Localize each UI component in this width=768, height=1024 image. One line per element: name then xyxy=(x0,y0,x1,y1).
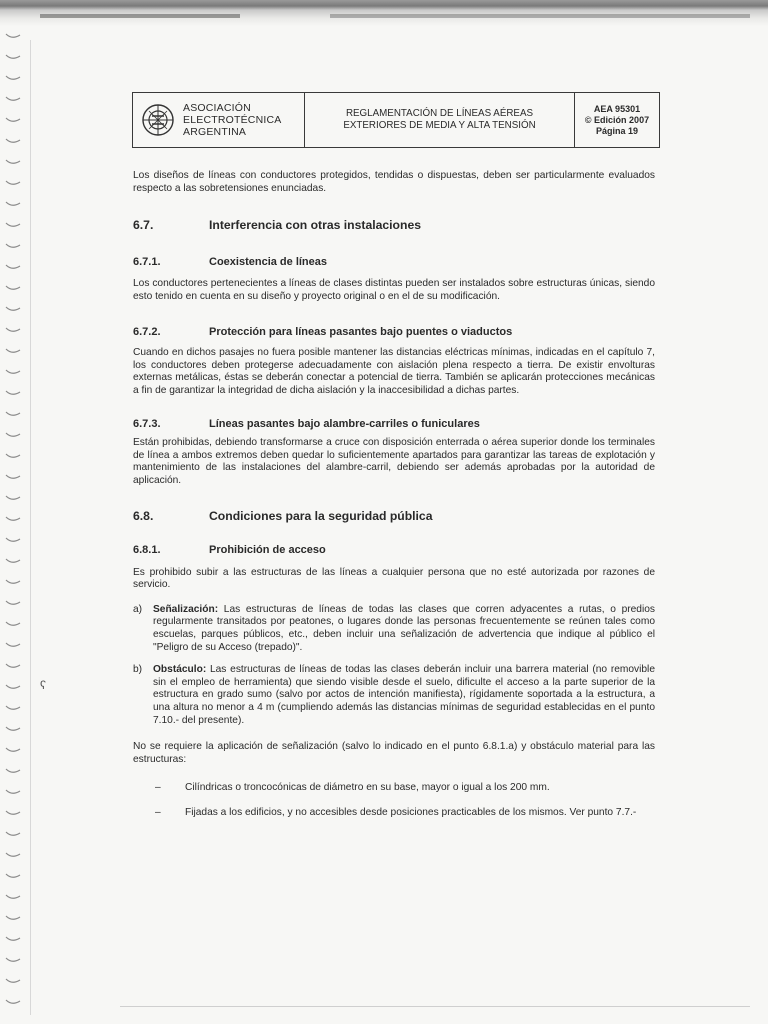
section-number: 6.8.1. xyxy=(133,544,161,557)
section-number: 6.7. xyxy=(133,218,154,233)
binding-hole-mark xyxy=(6,748,20,751)
section-6-8-heading xyxy=(133,510,655,523)
list-item-a xyxy=(133,604,655,654)
binding-hole-mark xyxy=(6,538,20,541)
list-item-label: Señalización: xyxy=(153,603,219,615)
margin-line xyxy=(30,40,31,1015)
binding-hole-mark xyxy=(6,139,20,142)
org-line-3: ARGENTINA xyxy=(183,126,247,138)
section-6-7-2-paragraph: Cuando en dichos pasajes no fuera posible mantener las distancias eléctricas mínimas, indicadas en el capítulo 7, los conductores deben protegerse adecuadamente con aislación plena respecto a tierra. De existir envolturas externas metálicas, éstas se deberán conectar a potencial de tierra. También se aplicarán protecciones mecánicas a fin de garantizar la integridad de dicha aislación y la inaccesibilidad a dichas partes. xyxy=(133,347,655,396)
exceptions-paragraph: No se requiere la aplicación de señalización (salvo lo indicado en el punto 6.8.1.a) y obstáculo material para las estructuras: xyxy=(133,741,655,765)
organization-name xyxy=(183,102,281,138)
doc-title-line-2: EXTERIORES DE MEDIA Y ALTA TENSIÓN xyxy=(343,120,536,131)
section-title: Prohibición de acceso xyxy=(209,544,326,557)
binding-hole-mark xyxy=(6,895,20,898)
dash-item-text: Fijadas a los edificios, y no accesibles desde posiciones practicables de los mismos. Ver punto 7.7.- xyxy=(185,807,637,818)
doc-code: AEA 95301 xyxy=(593,103,641,114)
section-title: Líneas pasantes bajo alambre-carriles o funiculares xyxy=(209,417,480,430)
dash-marker: – xyxy=(155,807,161,818)
section-number: 6.7.3. xyxy=(133,417,161,430)
dash-item-1 xyxy=(155,782,655,795)
binding-hole-mark xyxy=(6,811,20,814)
pen-mark: ʕ xyxy=(40,678,46,692)
binding-hole-mark xyxy=(6,601,20,604)
binding-hole-mark xyxy=(6,916,20,919)
section-title: Condiciones para la seguridad pública xyxy=(209,508,433,523)
section-number: 6.7.2. xyxy=(133,325,161,338)
document-body xyxy=(133,170,655,820)
binding-hole-mark xyxy=(6,370,20,373)
binding-hole-mark xyxy=(6,853,20,856)
header-title-cell xyxy=(305,93,575,147)
section-number: 6.8. xyxy=(133,508,154,523)
dash-item-2 xyxy=(155,807,655,820)
binding-hole-mark xyxy=(6,559,20,562)
binding-hole-mark xyxy=(6,664,20,667)
binding-hole-mark xyxy=(6,34,20,37)
binding-hole-mark xyxy=(6,328,20,331)
binding-hole-mark xyxy=(6,307,20,310)
list-item-label: Obstáculo: xyxy=(153,664,207,676)
binding-hole-mark xyxy=(6,832,20,835)
list-item-text: Las estructuras de líneas de todas las clases deberán incluir una barrera material (no removible sin el empleo de herramienta) que siendo visible desde el suelo, dificulte el acceso a la parte superior de la estructura en grado sumo (salvo por actos de intención manifiesta), rígidamente soportada a la estructura, a una altura no menor a 4 m (cumpliendo además las distancias mínimas de seguridad establecidas en el punto 7.10.- del presente). xyxy=(153,664,655,726)
list-item-body xyxy=(153,604,655,654)
binding-hole-mark xyxy=(6,55,20,58)
section-6-8-1-paragraph: Es prohibido subir a las estructuras de las líneas a cualquier persona que no esté autorizada por razones de servicio. xyxy=(133,566,655,591)
section-title: Interferencia con otras instalaciones xyxy=(209,218,422,233)
binding-hole-mark xyxy=(6,790,20,793)
binding-hole-mark xyxy=(6,244,20,247)
binding-hole-mark xyxy=(6,202,20,205)
section-6-7-2-heading xyxy=(133,326,655,339)
binding-hole-mark xyxy=(6,643,20,646)
binding-hole-mark xyxy=(6,622,20,625)
binding-hole-mark xyxy=(6,706,20,709)
list-item-b xyxy=(133,664,655,727)
page-number: Página 19 xyxy=(595,125,639,136)
binding-hole-mark xyxy=(6,874,20,877)
doc-title-line-1: REGLAMENTACIÓN DE LÍNEAS AÉREAS xyxy=(345,108,534,119)
dash-marker: – xyxy=(155,782,161,794)
section-6-7-1-paragraph: Los conductores pertenecientes a líneas de clases distintas pueden ser instalados sobre estructuras únicas, siendo esto tenido en cuenta en su diseño y proyecto original o en el de su modificación. xyxy=(133,278,655,302)
binding-hole-mark xyxy=(6,475,20,478)
list-marker: a) xyxy=(133,603,143,615)
list-item-text: Las estructuras de líneas de todas las clases que corren adyacentes a rutas, o predios regularmente transitados por peatones, o lugares donde las personas frecuentemente se reúnen tales como escuelas, parques públicos, etc., deben incluir una señalización de advertencia que indique al público el "Peligro de su Acceso (trepado)". xyxy=(153,603,655,653)
document-header xyxy=(132,92,660,148)
header-org-cell xyxy=(133,93,305,147)
section-title: Coexistencia de líneas xyxy=(209,255,327,268)
section-number: 6.7.1. xyxy=(133,255,161,268)
binding-hole-mark xyxy=(6,265,20,268)
doc-edition: © Edición 2007 xyxy=(584,114,650,125)
binding-hole-mark xyxy=(6,181,20,184)
binding-hole-mark xyxy=(6,349,20,352)
list-item-body xyxy=(153,664,655,727)
binding-hole-mark xyxy=(6,433,20,436)
binding-hole-mark xyxy=(6,454,20,457)
binding-hole-mark xyxy=(6,958,20,961)
intro-paragraph: Los diseños de líneas con conductores protegidos, tendidas o dispuestas, deben ser particularmente evaluados respecto a las sobretensiones enunciadas. xyxy=(133,170,655,194)
scan-streak xyxy=(330,14,750,18)
binding-hole-mark xyxy=(6,118,20,121)
binding-hole-mark xyxy=(6,979,20,982)
section-6-7-3-heading xyxy=(133,418,655,431)
binding-hole-mark xyxy=(6,1000,20,1003)
binding-hole-mark xyxy=(6,160,20,163)
binding-hole-mark xyxy=(6,580,20,583)
section-6-7-heading xyxy=(133,219,655,232)
section-6-8-1-heading xyxy=(133,544,655,557)
binding-hole-mark xyxy=(6,391,20,394)
aea-logo-icon xyxy=(141,103,175,137)
binding-hole-mark xyxy=(6,97,20,100)
binding-hole-mark xyxy=(6,223,20,226)
org-line-1: ASOCIACIÓN xyxy=(183,102,251,114)
binding-hole-mark xyxy=(6,685,20,688)
org-line-2: ELECTROTÉCNICA xyxy=(183,114,282,126)
binding-hole-mark xyxy=(6,727,20,730)
section-6-7-3-paragraph: Están prohibidas, debiendo transformarse a cruce con disposición enterrada o aérea superior donde los terminales de línea a ambos extremos deben quedar lo suficientemente apartados para garantizar las tareas de explotación y mantenimiento de las instalaciones del alambre-carril, debiendo ser además aprobadas por la autoridad de aplicación. xyxy=(133,437,655,486)
binding-hole-mark xyxy=(6,769,20,772)
header-code-cell xyxy=(575,93,659,147)
scan-top-edge xyxy=(0,0,768,26)
scan-streak xyxy=(40,14,240,18)
dash-item-text: Cilíndricas o troncocónicas de diámetro en su base, mayor o igual a los 200 mm. xyxy=(185,782,550,794)
section-6-7-1-heading xyxy=(133,256,655,269)
binding-hole-mark xyxy=(6,412,20,415)
binding-hole-mark xyxy=(6,496,20,499)
page-bottom-line xyxy=(120,1006,750,1007)
binding-hole-mark xyxy=(6,286,20,289)
section-title: Protección para líneas pasantes bajo puentes o viaductos xyxy=(209,325,513,338)
binding-hole-mark xyxy=(6,517,20,520)
binding-hole-mark xyxy=(6,76,20,79)
list-marker: b) xyxy=(133,664,143,676)
binding-holes xyxy=(0,30,30,1020)
binding-hole-mark xyxy=(6,937,20,940)
